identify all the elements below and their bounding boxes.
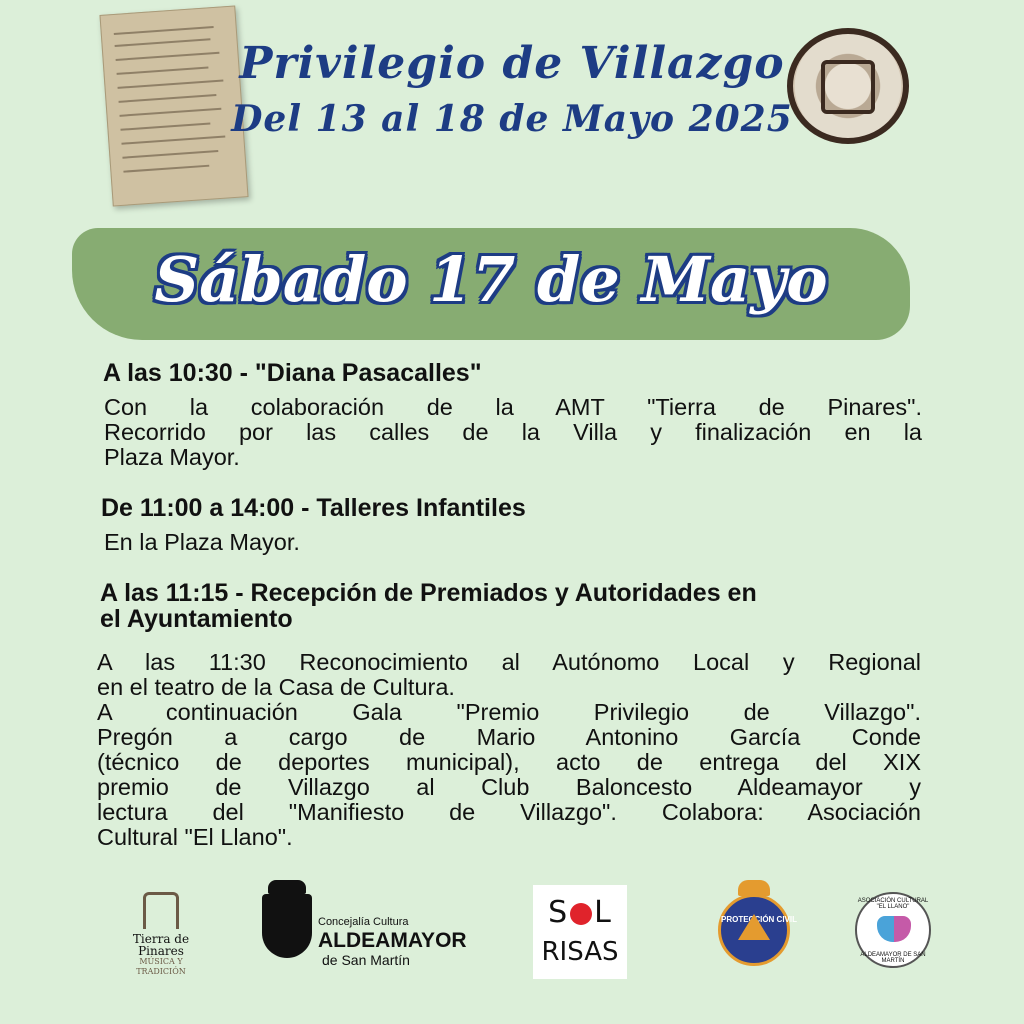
event-line: Cultural "El Llano". bbox=[97, 824, 293, 850]
logo-text bbox=[533, 891, 627, 935]
event-line: En la Plaza Mayor. bbox=[104, 529, 300, 555]
triangle-icon bbox=[738, 914, 770, 940]
event-line: A continuación Gala "Premio Privilegio de Villazgo". bbox=[97, 699, 921, 725]
logo-text: RISAS bbox=[541, 937, 619, 967]
proteccion-civil-logo bbox=[716, 880, 798, 980]
poster-title: Privilegio de Villazgo bbox=[239, 38, 785, 89]
seal-shield bbox=[821, 60, 875, 114]
sponsor-logos bbox=[0, 880, 1024, 990]
poster-dates: Del 13 al 18 de Mayo 2025 bbox=[231, 98, 793, 140]
logo-text: Tierra de bbox=[132, 932, 190, 946]
event-body-talleres bbox=[104, 530, 922, 555]
event-line: A las 11:30 Reconocimiento al Autónomo Local y Regional bbox=[97, 649, 921, 675]
logo-letter: S bbox=[548, 895, 569, 930]
logo-text: Concejalía Cultura bbox=[318, 916, 409, 928]
logo-text: MÚSICA Y TRADICIÓN bbox=[136, 957, 186, 976]
logo-text: de San Martín bbox=[322, 952, 410, 968]
event-line: Pregón a cargo de Mario Antonino García Conde bbox=[97, 724, 921, 750]
event-heading-recepcion bbox=[100, 580, 930, 632]
shield-icon bbox=[262, 894, 312, 958]
event-line: Con la colaboración de la AMT "Tierra de Pinares". bbox=[104, 394, 922, 420]
aldeamayor-logo bbox=[262, 880, 467, 980]
asociacion-el-llano-logo bbox=[855, 892, 931, 968]
day-banner-text: Sábado 17 de Mayo bbox=[154, 243, 828, 316]
tierra-de-pinares-logo bbox=[124, 892, 198, 977]
event-body-recepcion bbox=[97, 650, 921, 850]
heading-line: A las 11:15 - Recepción de Premiados y Autoridades en bbox=[100, 579, 757, 607]
logo-text: Pinares bbox=[138, 944, 184, 958]
event-line: en el teatro de la Casa de Cultura. bbox=[97, 674, 455, 700]
historic-seal-image bbox=[787, 28, 909, 144]
event-line: (técnico de deportes municipal), acto de entrega del XIX bbox=[97, 749, 921, 775]
logo-text: ALDEAMAYOR DE SAN MARTÍN bbox=[860, 952, 926, 964]
theatre-masks-icon bbox=[877, 916, 911, 942]
heading-line: el Ayuntamiento bbox=[100, 605, 293, 633]
event-heading-diana: A las 10:30 - "Diana Pasacalles" bbox=[103, 359, 482, 387]
event-line: Recorrido por las calles de la Villa y finalización en la bbox=[104, 419, 922, 445]
event-line: lectura del "Manifiesto de Villazgo". Colabora: Asociación bbox=[97, 799, 921, 825]
red-sun-icon bbox=[570, 903, 592, 925]
event-heading-talleres: De 11:00 a 14:00 - Talleres Infantiles bbox=[101, 494, 526, 522]
event-line: premio de Villazgo al Club Baloncesto Aldeamayor y bbox=[97, 774, 921, 800]
crown-icon bbox=[268, 880, 306, 894]
sol-risas-logo bbox=[533, 885, 627, 979]
logo-text: ASOCIACIÓN CULTURAL "EL LLANO" bbox=[857, 898, 929, 910]
logo-letter: L bbox=[594, 895, 612, 930]
house-icon bbox=[143, 892, 179, 929]
event-line: Plaza Mayor. bbox=[104, 444, 240, 470]
event-body-diana bbox=[104, 395, 922, 470]
logo-text: ALDEAMAYOR bbox=[318, 929, 467, 952]
logo-text: PROTECCIÓN CIVIL bbox=[721, 915, 798, 924]
